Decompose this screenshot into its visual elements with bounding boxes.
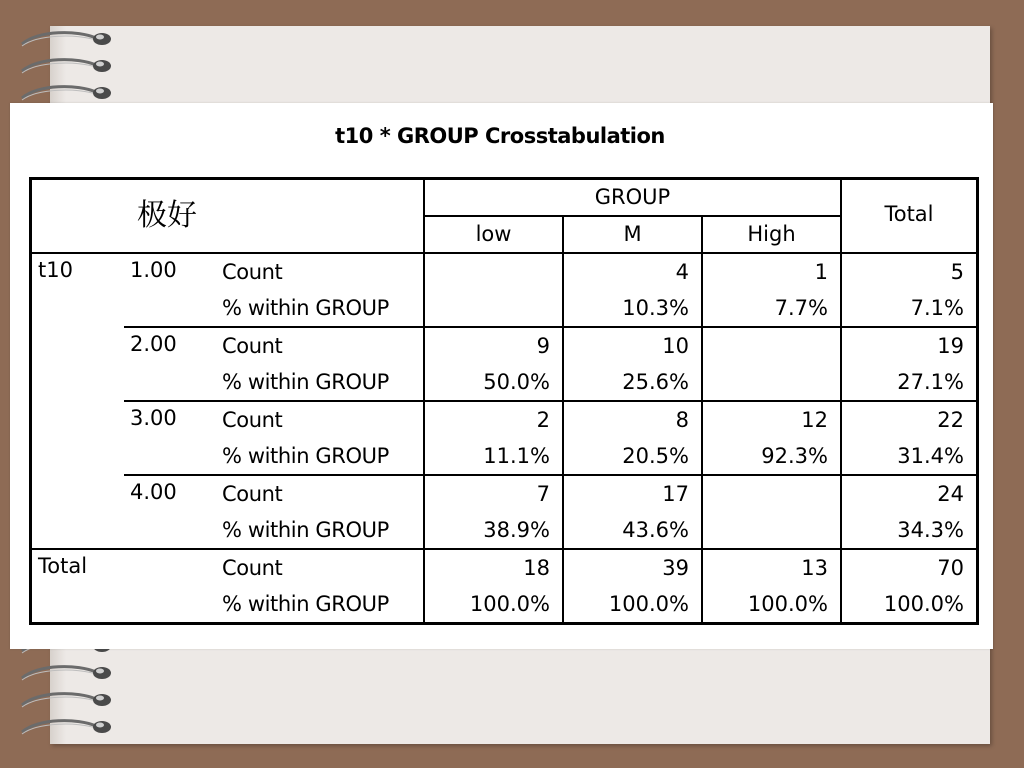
cell-count-m: 8 [563, 401, 702, 438]
cell-pct-high [702, 364, 841, 401]
cell-count-low: 2 [424, 401, 563, 438]
table-row [31, 253, 978, 290]
cell-pct-total: 100.0% [841, 586, 978, 624]
cell-count-high: 12 [702, 401, 841, 438]
cell-pct-low: 100.0% [424, 586, 563, 624]
col-header-m: M [563, 216, 702, 253]
spiral-ring-icon [18, 662, 118, 688]
cell-count-total: 24 [841, 475, 978, 512]
row-var-label: t10 [31, 253, 125, 549]
stat-label-count: Count [222, 481, 283, 506]
corner-label: 极好 [31, 179, 425, 254]
cell-count-total: 5 [841, 253, 978, 290]
cell-pct-low: 38.9% [424, 512, 563, 549]
cell-count-total: 22 [841, 401, 978, 438]
crosstab-table [29, 177, 979, 625]
cell-count-m: 17 [563, 475, 702, 512]
cell-pct-m: 25.6% [563, 364, 702, 401]
cell-pct-high: 92.3% [702, 438, 841, 475]
cell-count-high [702, 327, 841, 364]
row-value: 2.00 [124, 327, 216, 401]
stat-label-pct: % within GROUP [216, 438, 424, 475]
cell-pct-total: 7.1% [841, 290, 978, 327]
cell-pct-total: 34.3% [841, 512, 978, 549]
cell-count-total: 19 [841, 327, 978, 364]
spiral-ring-icon [18, 28, 118, 54]
cell-count-low [424, 253, 563, 290]
col-header-low: low [424, 216, 563, 253]
cell-count-low: 9 [424, 327, 563, 364]
stat-label-pct: % within GROUP [216, 364, 424, 401]
cell-pct-total: 31.4% [841, 438, 978, 475]
cell-pct-high [702, 512, 841, 549]
cell-pct-m: 20.5% [563, 438, 702, 475]
cell-pct-low: 50.0% [424, 364, 563, 401]
cell-pct-m: 10.3% [563, 290, 702, 327]
cell-count-m: 4 [563, 253, 702, 290]
stat-label-count: Count [222, 259, 283, 284]
row-value: 1.00 [124, 253, 216, 327]
spiral-ring-icon [18, 55, 118, 81]
table-row [31, 475, 978, 512]
spiral-ring-icon [18, 716, 118, 742]
stat-label-pct: % within GROUP [222, 591, 389, 616]
cell-pct-low [424, 290, 563, 327]
cell-count-m: 10 [563, 327, 702, 364]
cell-count-total: 70 [841, 549, 978, 586]
col-header-high: High [702, 216, 841, 253]
table-row-total [31, 549, 978, 586]
cell-count-low: 7 [424, 475, 563, 512]
cell-pct-total: 27.1% [841, 364, 978, 401]
cell-pct-high: 100.0% [702, 586, 841, 624]
total-row-label: Total [38, 554, 88, 578]
cell-pct-m: 43.6% [563, 512, 702, 549]
stat-label-pct: % within GROUP [216, 290, 424, 327]
row-value: 4.00 [124, 475, 216, 549]
cell-count-high: 13 [702, 549, 841, 586]
stat-label-count: Count [222, 407, 283, 432]
cell-count-low: 18 [424, 549, 563, 586]
row-value: 3.00 [124, 401, 216, 475]
group-header: GROUP [424, 179, 841, 217]
table-title: t10 * GROUP Crosstabulation [335, 124, 665, 148]
cell-pct-low: 11.1% [424, 438, 563, 475]
cell-count-m: 39 [563, 549, 702, 586]
cell-pct-high: 7.7% [702, 290, 841, 327]
cell-pct-m: 100.0% [563, 586, 702, 624]
stat-label-count: Count [222, 333, 283, 358]
table-row [31, 401, 978, 438]
spiral-ring-icon [18, 689, 118, 715]
stat-label-count: Count [222, 555, 283, 580]
stat-label-pct: % within GROUP [216, 512, 424, 549]
table-row [31, 327, 978, 364]
col-header-total: Total [841, 179, 978, 254]
cell-count-high [702, 475, 841, 512]
cell-count-high: 1 [702, 253, 841, 290]
